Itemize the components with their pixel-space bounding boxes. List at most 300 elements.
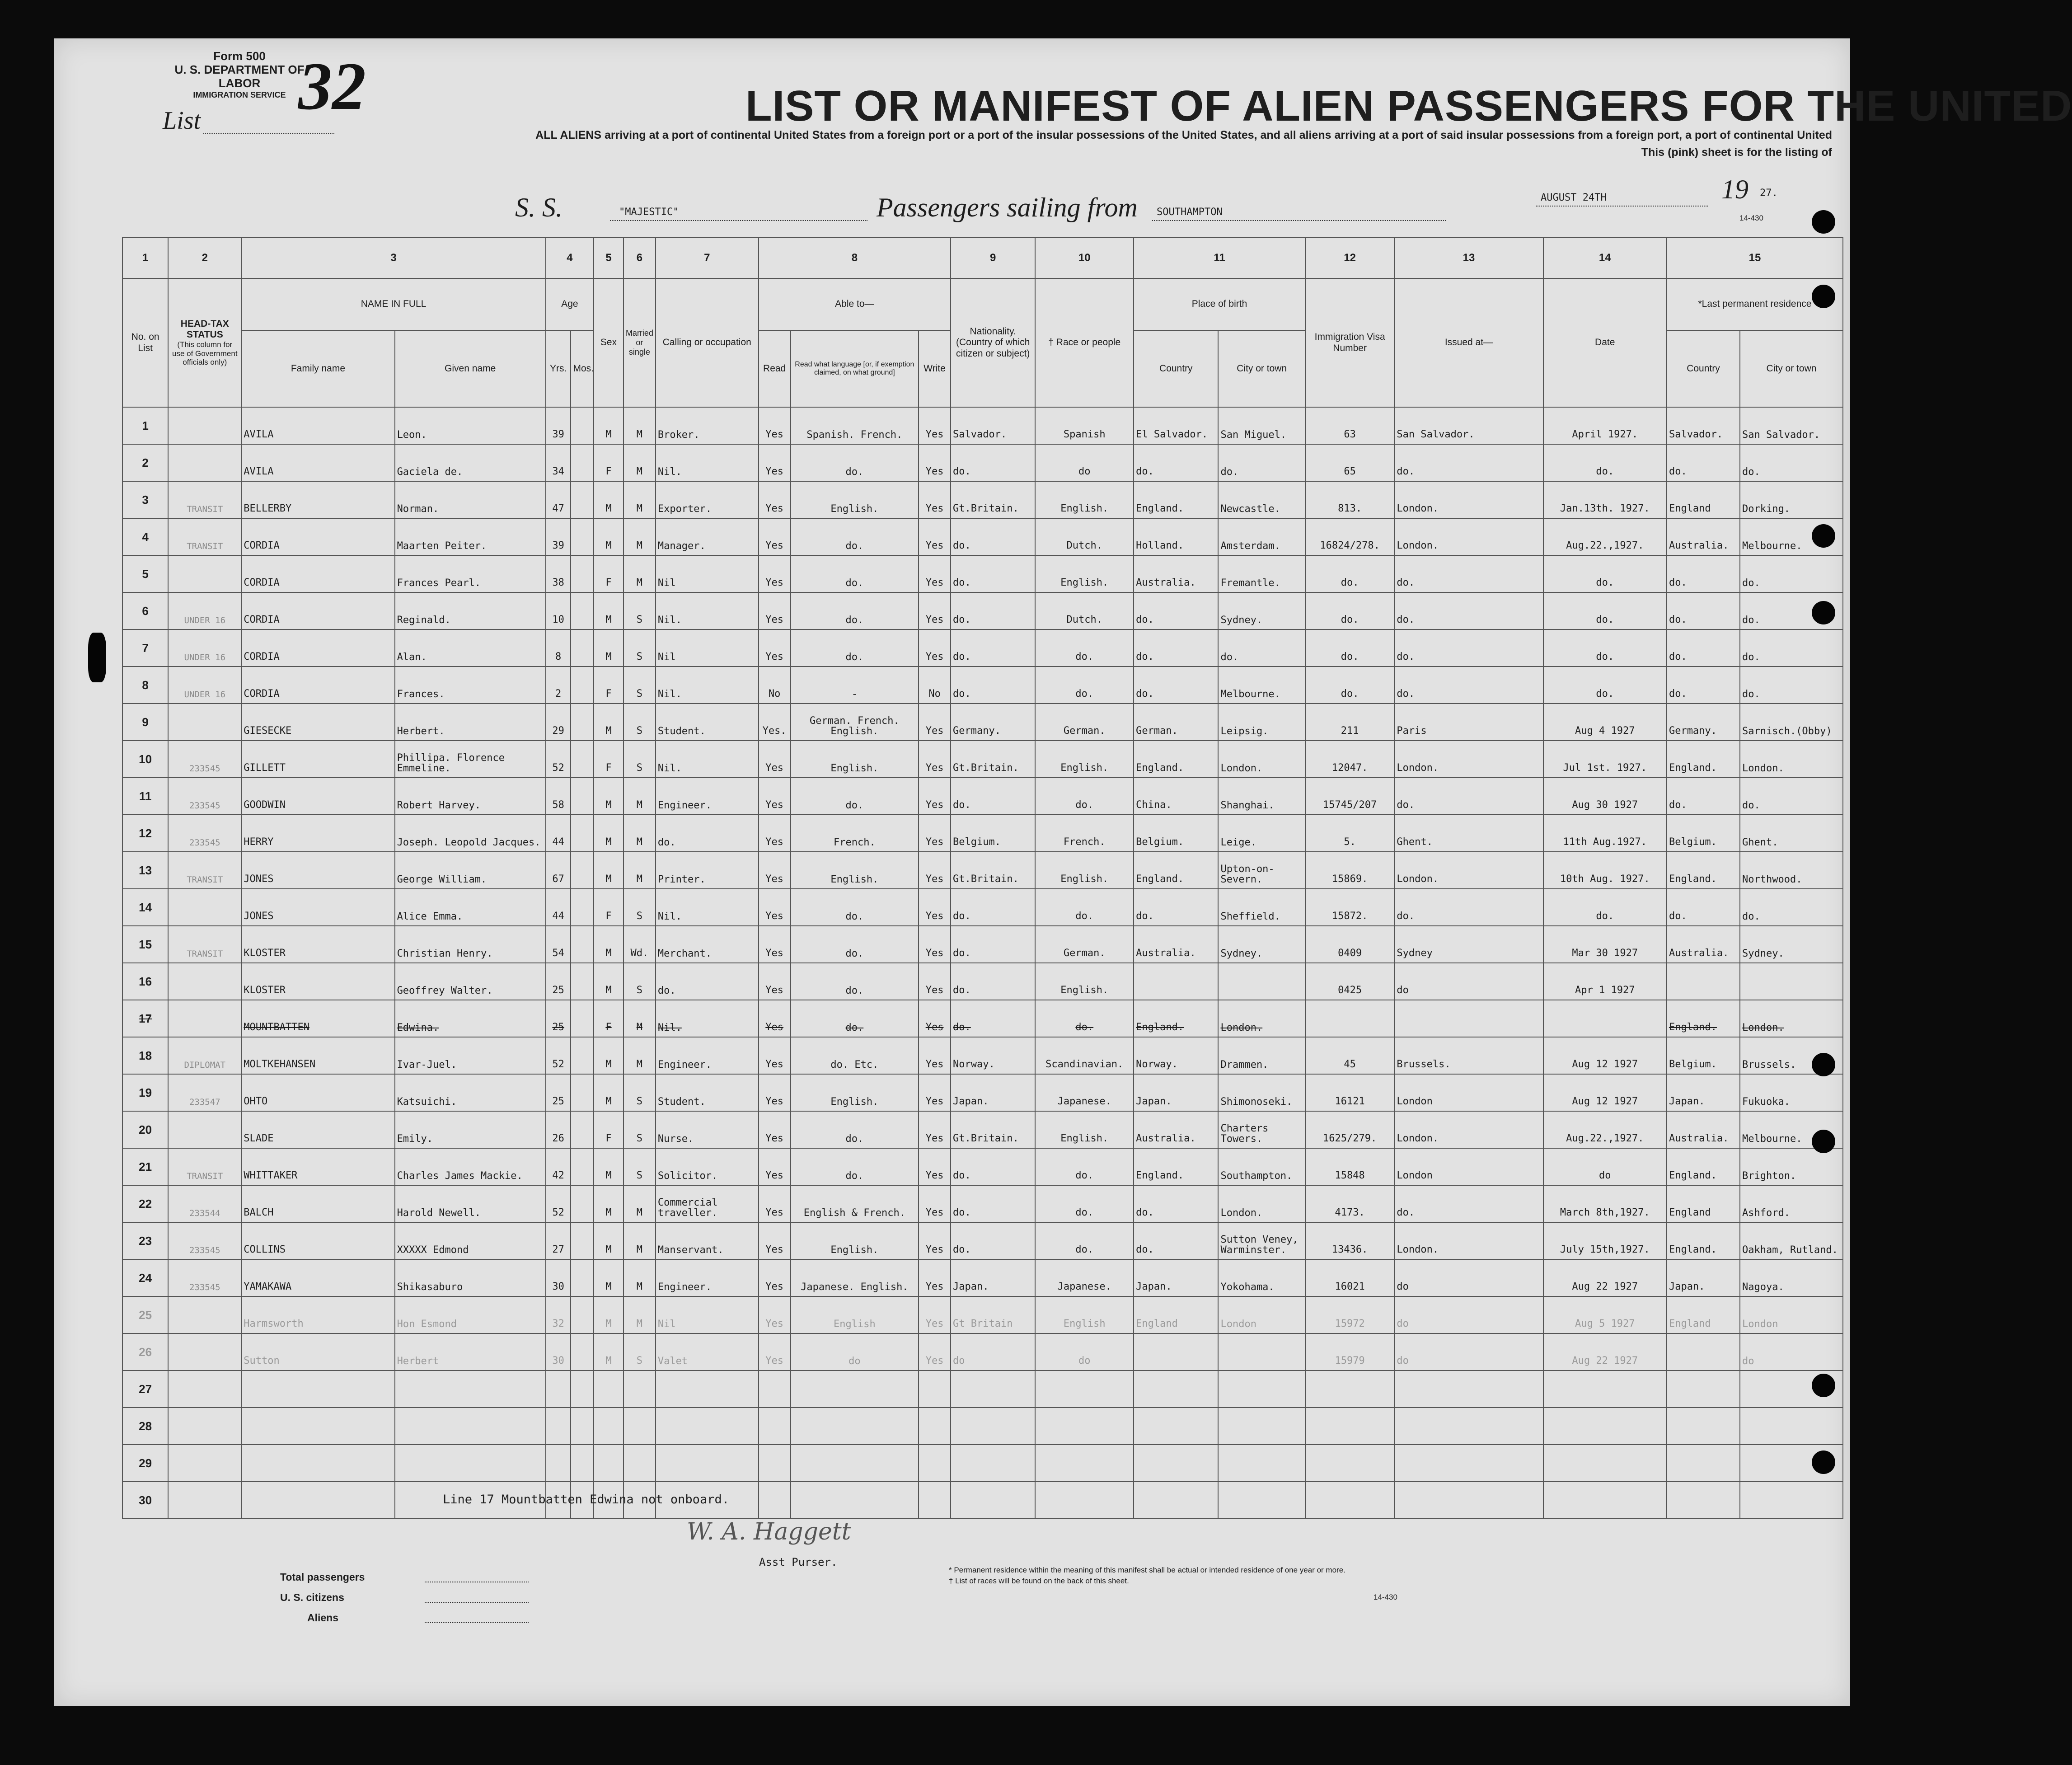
cell-yrs: 47 [546,481,571,518]
cell-occ [656,1371,759,1408]
hdr-mos: Mos. [571,330,594,407]
cell-bcountry: Japan. [1134,1259,1218,1296]
cell-yrs: 29 [546,704,571,741]
colnum-4: 4 [546,238,594,278]
cell-nat: Belgium. [951,815,1035,852]
cell-nat: do. [951,1000,1035,1037]
cell-bcountry: Belgium. [1134,815,1218,852]
cell-yrs: 58 [546,778,571,815]
cell-ms: S [623,592,656,629]
cell-race: do. [1035,629,1134,667]
hdr-date: Date [1543,278,1667,407]
cell-issued: London. [1394,1111,1543,1148]
cell-rcountry: do. [1667,889,1740,926]
cell-write: Yes [919,1333,951,1371]
cell-occ: Printer. [656,852,759,889]
cell-given: Herbert [395,1333,546,1371]
cell-nat [951,1482,1035,1519]
cell-race: do [1035,444,1134,481]
hdr-calling: Calling or occupation [656,278,759,407]
cell-family: MOUNTBATTEN [241,1000,394,1037]
cell-bcountry [1134,1482,1218,1519]
cell-write: Yes [919,407,951,444]
hdr-no-on-list: No. on List [122,278,168,407]
cell-yrs: 26 [546,1111,571,1148]
cell-tax: TRANSIT [168,481,241,518]
cell-rcountry: Australia. [1667,518,1740,555]
cell-lang: do. [791,629,919,667]
cell-mos [571,1111,594,1148]
hdr-res-country: Country [1667,330,1740,407]
cell-visa: 15972 [1305,1296,1394,1333]
cell-rcity: San Salvador. [1740,407,1843,444]
cell-rcity [1740,963,1843,1000]
cell-nat: Germany. [951,704,1035,741]
cell-rcity: Melbourne. [1740,518,1843,555]
cell-occ: Nurse. [656,1111,759,1148]
cell-date: Jan.13th. 1927. [1543,481,1667,518]
cell-rcity: Sydney. [1740,926,1843,963]
cell-tax: TRANSIT [168,518,241,555]
list-label: List [163,107,201,135]
cell-nat [951,1445,1035,1482]
table-row [122,481,1843,518]
cell-occ: Nil. [656,444,759,481]
cell-date: do. [1543,629,1667,667]
cell-given: XXXXX Edmond [395,1222,546,1259]
colnum-1: 1 [122,238,168,278]
cell-visa [1305,1000,1394,1037]
cell-family: BELLERBY [241,481,394,518]
manifest-title: LIST OR MANIFEST OF ALIEN PASSENGERS FOR THE UNITED [745,82,2072,130]
cell-issued: do. [1394,667,1543,704]
cell-date: Aug.22.,1927. [1543,1111,1667,1148]
cell-tax: DIPLOMAT [168,1037,241,1074]
cell-nat: do. [951,555,1035,592]
table-row [122,1296,1843,1333]
cell-date: do. [1543,592,1667,629]
cell-family: SLADE [241,1111,394,1148]
manifest-sheet [54,38,2072,1706]
hdr-visa: Immigration Visa Number [1305,278,1394,407]
table-row [122,852,1843,889]
cell-mos [571,815,594,852]
cell-visa: 0425 [1305,963,1394,1000]
cell-race: Dutch. [1035,518,1134,555]
cell-no: 11 [122,778,168,815]
cell-issued [1394,1482,1543,1519]
cell-rcountry: Japan. [1667,1074,1740,1111]
cell-given: Ivar-Juel. [395,1037,546,1074]
cell-rcity: do. [1740,667,1843,704]
hdr-birth-city: City or town [1218,330,1305,407]
cell-tax: 233544 [168,1185,241,1222]
cell-bcity: do. [1218,444,1305,481]
colnum-11: 11 [1134,238,1305,278]
cell-rcountry [1667,1408,1740,1445]
table-row [122,1000,1843,1037]
cell-family: CORDIA [241,667,394,704]
cell-rcountry: England. [1667,1222,1740,1259]
cell-nat: do. [951,1222,1035,1259]
cell-issued: do. [1394,629,1543,667]
cell-tax: TRANSIT [168,852,241,889]
cell-family: YAMAKAWA [241,1259,394,1296]
cell-occ: Manager. [656,518,759,555]
cell-read: Yes [759,926,791,963]
cell-ms: S [623,667,656,704]
cell-lang: do. [791,1148,919,1185]
cell-rcountry: England. [1667,741,1740,778]
cell-read: Yes [759,889,791,926]
cell-rcountry: England [1667,1185,1740,1222]
cell-mos [571,1333,594,1371]
cell-rcountry: England. [1667,852,1740,889]
cell-race: do. [1035,1000,1134,1037]
cell-bcountry: England [1134,1296,1218,1333]
cell-no: 12 [122,815,168,852]
cell-bcountry: do. [1134,1185,1218,1222]
cell-lang: English & French. [791,1185,919,1222]
cell-rcountry: Germany. [1667,704,1740,741]
cell-issued: Brussels. [1394,1037,1543,1074]
cell-yrs: 25 [546,1000,571,1037]
cell-date: Aug 30 1927 [1543,778,1667,815]
cell-nat: do. [951,926,1035,963]
cell-occ [656,1408,759,1445]
cell-yrs: 30 [546,1259,571,1296]
hdr-given-name: Given name [395,330,546,407]
cell-rcountry: Belgium. [1667,815,1740,852]
ss-label: S. S. [515,192,563,222]
cell-occ: Nil [656,629,759,667]
colnum-14: 14 [1543,238,1667,278]
purser-title: Asst Purser. [759,1556,838,1568]
cell-sex: M [594,1037,623,1074]
cell-mos [571,1000,594,1037]
cell-no: 13 [122,852,168,889]
cell-family [241,1371,394,1408]
cell-issued: Paris [1394,704,1543,741]
cell-lang: English. [791,741,919,778]
binder-hole [1812,601,1835,624]
cell-ms [623,1371,656,1408]
cell-read: No [759,667,791,704]
cell-bcountry [1134,1371,1218,1408]
cell-issued [1394,1000,1543,1037]
cell-mos [571,481,594,518]
list-number: 32 [298,49,366,124]
cell-issued: do [1394,1259,1543,1296]
cell-date: Aug 22 1927 [1543,1259,1667,1296]
cell-sex: M [594,963,623,1000]
cell-given [395,1408,546,1445]
cell-mos [571,1408,594,1445]
cell-visa: 63 [1305,407,1394,444]
cell-date: April 1927. [1543,407,1667,444]
cell-visa [1305,1445,1394,1482]
cell-sex: M [594,1148,623,1185]
cell-bcity [1218,1333,1305,1371]
cell-date: Aug 12 1927 [1543,1074,1667,1111]
cell-bcity [1218,1408,1305,1445]
hdr-place-of-birth: Place of birth [1134,278,1305,330]
hdr-head-tax-note: (This column for use of Government officials only) [172,340,238,367]
cell-read: Yes [759,518,791,555]
cell-rcountry: Belgium. [1667,1037,1740,1074]
cell-bcity: Sheffield. [1218,889,1305,926]
cell-visa: do. [1305,555,1394,592]
cell-sex: M [594,518,623,555]
cell-rcity: do. [1740,444,1843,481]
cell-rcountry: do. [1667,629,1740,667]
cell-visa: 5. [1305,815,1394,852]
aliens-label: Aliens [307,1612,339,1624]
cell-given: Charles James Mackie. [395,1148,546,1185]
cell-given: Frances. [395,667,546,704]
cell-yrs: 34 [546,444,571,481]
cell-date: Apr 1 1927 [1543,963,1667,1000]
passenger-rows [122,407,1843,1519]
cell-issued: London. [1394,741,1543,778]
cell-family: OHTO [241,1074,394,1111]
cell-lang: English. [791,481,919,518]
hdr-race: † Race or people [1035,278,1134,407]
cell-occ: Engineer. [656,1259,759,1296]
cell-bcountry: China. [1134,778,1218,815]
table-row [122,629,1843,667]
cell-date [1543,1000,1667,1037]
cell-race: do. [1035,889,1134,926]
cell-family: CORDIA [241,629,394,667]
cell-rcountry [1667,1445,1740,1482]
table-row [122,1371,1843,1408]
cell-lang: do [791,1333,919,1371]
cell-tax [168,1111,241,1148]
cell-yrs: 54 [546,926,571,963]
cell-tax: 233547 [168,1074,241,1111]
table-row [122,1259,1843,1296]
cell-mos [571,1445,594,1482]
cell-occ: Nil [656,1296,759,1333]
cell-nat: Gt.Britain. [951,852,1035,889]
cell-yrs: 30 [546,1333,571,1371]
cell-rcity: do. [1740,778,1843,815]
table-row [122,778,1843,815]
cell-nat: do. [951,629,1035,667]
cell-date: 10th Aug. 1927. [1543,852,1667,889]
purser-signature: W. A. Haggett [687,1518,851,1545]
cell-date [1543,1408,1667,1445]
hdr-name-in-full: NAME IN FULL [241,278,545,330]
table-row [122,592,1843,629]
colnum-15: 15 [1667,238,1843,278]
cell-rcity: London [1740,1296,1843,1333]
cell-sex: F [594,889,623,926]
cell-given: Emily. [395,1111,546,1148]
cell-read: Yes [759,1222,791,1259]
cell-visa: 65 [1305,444,1394,481]
cell-occ: Engineer. [656,1037,759,1074]
cell-issued: do. [1394,1185,1543,1222]
table-row [122,518,1843,555]
cell-bcountry [1134,1445,1218,1482]
cell-ms: M [623,555,656,592]
hdr-head-tax-title: HEAD-TAX STATUS [180,319,229,340]
cell-bcity: Sydney. [1218,592,1305,629]
cell-visa: 15979 [1305,1333,1394,1371]
cell-yrs: 32 [546,1296,571,1333]
cell-rcity: Melbourne. [1740,1111,1843,1148]
cell-nat: do. [951,444,1035,481]
cell-tax: 233545 [168,815,241,852]
cell-occ: Solicitor. [656,1148,759,1185]
cell-date: 11th Aug.1927. [1543,815,1667,852]
cell-occ: do. [656,815,759,852]
cell-lang: do. [791,1000,919,1037]
table-row [122,1408,1843,1445]
cell-given: Alice Emma. [395,889,546,926]
cell-race: German. [1035,926,1134,963]
cell-date: March 8th,1927. [1543,1185,1667,1222]
cell-yrs: 27 [546,1222,571,1259]
cell-race: English. [1035,555,1134,592]
cell-lang [791,1445,919,1482]
cell-occ [656,1445,759,1482]
column-number-row [122,238,1843,278]
cell-read: Yes [759,1037,791,1074]
cell-write: Yes [919,629,951,667]
cell-given: Katsuichi. [395,1074,546,1111]
cell-race: Japanese. [1035,1259,1134,1296]
cell-mos [571,555,594,592]
cell-date: Aug 22 1927 [1543,1333,1667,1371]
cell-issued: do. [1394,444,1543,481]
cell-bcity [1218,963,1305,1000]
cell-issued: San Salvador. [1394,407,1543,444]
cell-bcity: Charters Towers. [1218,1111,1305,1148]
cell-bcountry: England. [1134,481,1218,518]
cell-mos [571,667,594,704]
cell-bcity: Sydney. [1218,926,1305,963]
cell-date: Aug 5 1927 [1543,1296,1667,1333]
hdr-family-name: Family name [241,330,394,407]
cell-read: Yes [759,1296,791,1333]
aliens-line [425,1622,529,1623]
cell-no: 23 [122,1222,168,1259]
cell-family: MOLTKEHANSEN [241,1037,394,1074]
cell-rcountry [1667,1333,1740,1371]
cell-write: Yes [919,852,951,889]
cell-yrs: 52 [546,741,571,778]
cell-family: CORDIA [241,592,394,629]
hdr-last-residence: *Last permanent residence [1667,278,1843,330]
cell-visa: 1625/279. [1305,1111,1394,1148]
table-row [122,555,1843,592]
cell-bcity: Sutton Veney, Warminster. [1218,1222,1305,1259]
cell-visa: 16021 [1305,1259,1394,1296]
cell-bcity: Newcastle. [1218,481,1305,518]
cell-family: GIESECKE [241,704,394,741]
hdr-birth-country: Country [1134,330,1218,407]
cell-occ: Nil [656,555,759,592]
cell-occ: Broker. [656,407,759,444]
port-underline [1152,220,1446,221]
cell-mos [571,518,594,555]
cell-race: English. [1035,852,1134,889]
cell-ms: S [623,704,656,741]
cell-given: Norman. [395,481,546,518]
cell-visa: 0409 [1305,926,1394,963]
cell-ms: S [623,1333,656,1371]
cell-tax: 233545 [168,1259,241,1296]
cell-read: Yes [759,555,791,592]
cell-rcity [1740,1482,1843,1519]
cell-read: Yes [759,1111,791,1148]
cell-visa [1305,1482,1394,1519]
cell-occ: Nil. [656,741,759,778]
cell-lang: do. [791,444,919,481]
cell-lang: - [791,667,919,704]
table-row [122,1482,1843,1519]
cell-read [759,1445,791,1482]
hdr-sex: Sex [594,278,623,407]
cell-tax: TRANSIT [168,926,241,963]
cell-visa: 12047. [1305,741,1394,778]
cell-mos [571,1074,594,1111]
cell-rcity: Dorking. [1740,481,1843,518]
cell-rcity [1740,1408,1843,1445]
cell-nat: do. [951,778,1035,815]
year-prefix: 19 [1721,174,1749,204]
cell-visa: 16121 [1305,1074,1394,1111]
cell-yrs: 25 [546,963,571,1000]
hdr-head-tax [168,278,241,407]
cell-bcity [1218,1482,1305,1519]
cell-nat [951,1371,1035,1408]
cell-tax [168,444,241,481]
cell-sex: M [594,1296,623,1333]
cell-sex: M [594,1074,623,1111]
cell-issued: London. [1394,481,1543,518]
cell-no: 15 [122,926,168,963]
cell-lang: do. [791,778,919,815]
cell-date: Jul 1st. 1927. [1543,741,1667,778]
cell-family [241,1408,394,1445]
cell-write: Yes [919,518,951,555]
cell-lang: do. [791,963,919,1000]
cell-given: Harold Newell. [395,1185,546,1222]
cell-bcity: Upton-on-Severn. [1218,852,1305,889]
cell-date: Aug 4 1927 [1543,704,1667,741]
cell-date: Aug.22.,1927. [1543,518,1667,555]
cell-rcity: Ashford. [1740,1185,1843,1222]
cell-occ: do. [656,963,759,1000]
cell-no: 24 [122,1259,168,1296]
cell-bcountry [1134,1333,1218,1371]
cell-race: do. [1035,778,1134,815]
table-row [122,741,1843,778]
cell-sex: M [594,629,623,667]
cell-sex: M [594,815,623,852]
cell-read: Yes [759,481,791,518]
cell-ms: S [623,1148,656,1185]
table-row [122,1148,1843,1185]
cell-lang: English. [791,1222,919,1259]
cell-rcountry: England. [1667,1148,1740,1185]
cell-visa: 45 [1305,1037,1394,1074]
cell-tax: UNDER 16 [168,667,241,704]
